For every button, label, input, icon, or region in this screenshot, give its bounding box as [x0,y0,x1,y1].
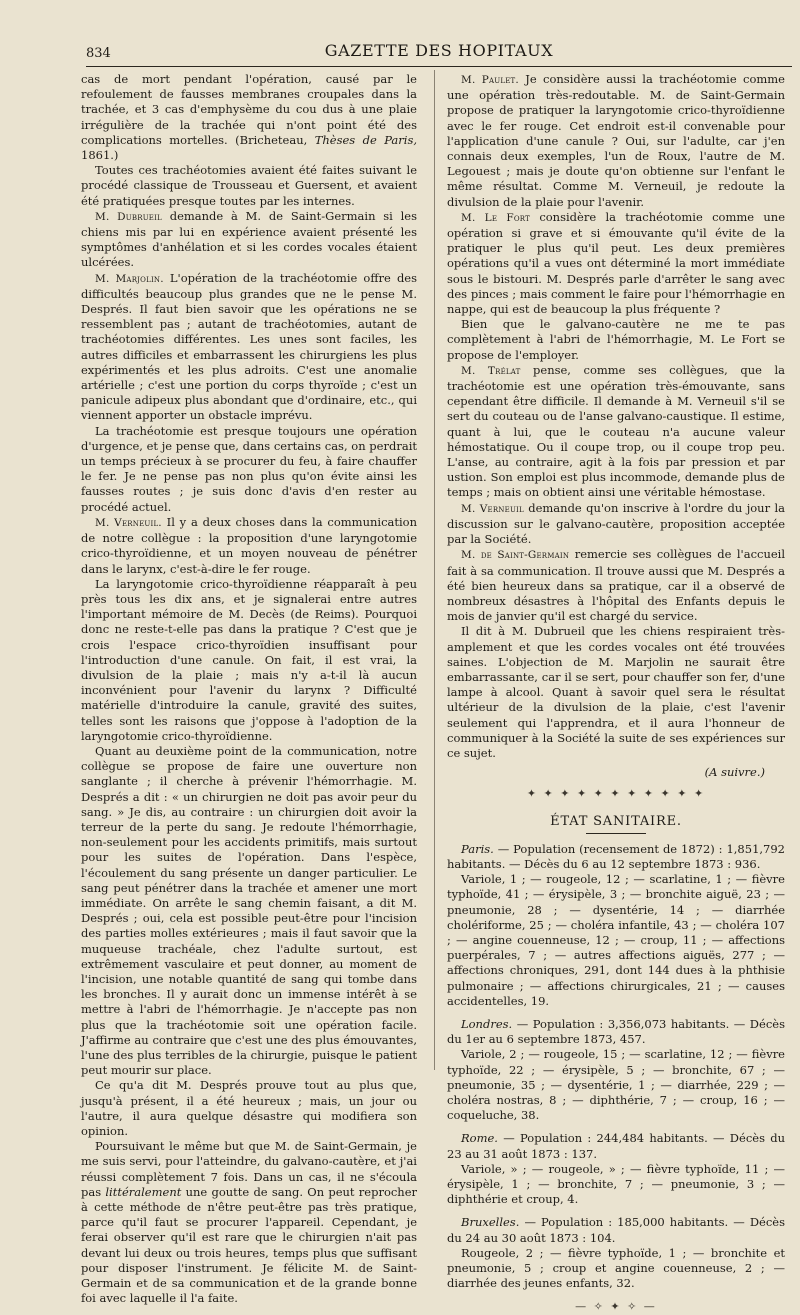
city-report-bruxelles [447,1215,785,1291]
paragraph-text: pense, comme ses collègues, que la trachéotomie est une opération très-émouvante, sans cependant être difficile. Il demande à M. Verneuil s'il se sert du couteau ou de l'anse galvano-caustique. Il estime, quant à lui, que le couteau n'a aucune valeur hémostatique. Ou il coupe trop, ou il coupe trop peu. L'anse, au contraire, agit à la fois par pression et par ustion. Son emploi est plus incommode, demande plus de temps ; mais on obtient ainsi une véritable hémostase. [447,362,785,500]
city-summary [447,842,785,872]
city-stats: — Population : 244,484 habitants. — Décès du 23 au 31 août 1873 : 137. [447,1131,786,1161]
city-report-rome [447,1131,785,1207]
paragraph [447,363,785,501]
paragraph [447,72,785,210]
speaker-name: M. de Saint-Germain [461,549,570,562]
paragraph [447,210,785,317]
speaker-name: M. Verneuil. [95,516,162,529]
city-detail: Variole, » ; — rougeole, » ; — fièvre typhoïde, 11 ; — érysipèle, 1 ; — bronchite, 7 ; — pneumonie, 3 ; — diphthérie et croup, 4. [447,1161,785,1207]
paragraph-text: Je considère aussi la trachéotomie comme une opération très-redoutable. M. de Saint-Germain propose de pratiquer la laryngotomie crico-thyroïdienne avec le fer rouge. Cet endroit est-il convenable pour l'application d'une canule ? Oui, sur l'adulte, car j'en connais deux exemples, l'un de Roux, l'autre de M. Legouest ; mais je doute qu'on obtienne sur l'enfant le même résultat. Comme M. Verneuil, je redoute la divulsion de la plaie pour l'avenir. [447,72,785,209]
page-header [86,40,792,66]
city-name: Rome. [461,1131,498,1146]
city-summary [447,1131,785,1161]
paragraph: Quant au deuxième point de la communication, notre collègue se propose de faire une ouverture non sanglante ; il cherche à prévenir l'hémorrhagie. M. Després a dit : « un chirurgien ne doit pas avoir peur du sang. » Je dis, au contraire : un chirurgien doit avoir la terreur de la perte du sang. Je redoute l'hémorrhagie, non-seulement pour les accidents primitifs, mais surtout pour les suites de l'opération. Dans l'espèce, l'écoulement du sang présente un danger particulier. Le sang peut pénétrer dans la trachée et amener une mort immédiate. On arrête le sang chemin faisant, a dit M. Després ; oui, cela est possible peut-être pour l'incision des parties molles extérieures ; mais il faut savoir que la muqueuse trachéale, chez l'adulte surtout, est extrêmement vasculaire et peut donner, au moment de l'incision, une notable quantité de sang qui tombe dans les bronches. Il y aurait donc un immense intérêt à se mettre à l'abri de l'hémorrhagie. Je n'accepte pas non plus que la trachéotomie soit une opération facile. J'affirme au contraire que c'est une des plus émouvantes, l'une des plus terribles de la chirurgie, puisque le patient peut mourir sur place. [81,743,417,1078]
reference-author: (Bricheteau, [235,132,308,147]
city-stats: — Population : 185,000 habitants. — Décès du 24 au 30 août 1873 : 104. [447,1215,785,1245]
to-be-continued: (A suivre.) [704,765,765,780]
city-stats: — Population : 3,356,073 habitants. — Décès du 1er au 6 septembre 1873, 457. [447,1016,785,1047]
paragraph [81,72,417,163]
reference-title: Thèses de Paris, [314,132,417,147]
speaker-name: M. Paulet. [461,74,519,86]
header-rule [86,66,792,67]
speaker-name: M. Dubrueil [95,210,162,223]
end-ornament: — ✧ ✦ ✧ — [575,1300,657,1314]
paragraph: Il dit à M. Dubrueil que les chiens respiraient très-amplement et que les cordes vocales ont été trouvées saines. L'objection de M. Marjolin ne saurait être embarrassante, car il se sert, pour chauffer son fer, d'une lampe à alcool. Quant à savoir quel sera le résultat ultérieur de la divulsion de la plaie, c'est l'avenir seulement qui l'apprendra, et il aura l'honneur de communiquer à la Société la suite de ses expériences sur ce sujet. [447,624,785,760]
speaker-name: M. Trélat [461,364,521,377]
heading-rule [586,833,646,834]
city-name: Paris. [461,841,494,856]
city-report-paris [447,842,785,1009]
city-detail: Variole, 2 ; — rougeole, 15 ; — scarlatine, 12 ; — fièvre typhoïde, 22 ; — érysipèle, 5 ; — bronchite, 67 ; — pneumonie, 35 ; — dysentérie, 1 ; — diarrhée, 229 ; — choléra nostras, 8 ; — diphthérie, 7 ; — croup, 16 ; — coqueluche, 38. [447,1047,785,1123]
paragraph [447,547,785,624]
city-report-londres [447,1017,785,1123]
speaker-name: M. Le Fort [461,211,530,224]
paragraph-text: L'opération de la trachéotomie offre des difficultés beaucoup plus grandes que ne le pense M. Després. Il faut bien savoir que les opérations ne se ressemblent pas ; autant de trachéotomies, autant de trachéotomies différentes. Les unes sont faciles, les autres difficiles et embarrassent les chirurgiens les plus expérimentés et les plus adroits. C'est une anomalie artérielle ; c'est une portion du corps thyroïde ; c'est un panicule adipeux plus abondant que d'ordinaire, etc., qui viennent apporter un obstacle imprévu. [81,270,418,423]
paragraph [81,515,417,577]
paragraph-text: cas de mort pendant l'opération, causé par le refoulement de fausses membranes croupales dans la trachée, et 3 cas d'emphysème du cou dus à une plaie irrégulière de la trachée qui n'ont point été des complications mortelles. [81,72,417,147]
paragraph: Ce qu'a dit M. Després prouve tout au plus que, jusqu'à présent, il a été heureux ; mais, un jour ou l'autre, il aura quelque désastre qui modifiera son opinion. [81,1078,417,1139]
city-name: Bruxelles. [461,1215,520,1230]
paragraph-text: une goutte de sang. On peut reprocher à cette méthode de n'être peut-être pas très pratique, parce qu'il faut se procurer l'appareil. Cependant, je ferai observer qu'il est rare que le chirurgien n'ait pas devant lui deux ou trois heures, temps plus que suffisant pour disposer l'instrument. Je félicite M. de Saint-Germain et de sa communication et de la grande bonne foi avec laquelle il l'a faite. [81,1184,418,1306]
reference-year: 1861.) [81,148,119,163]
paragraph-text: demande à M. de Saint-Germain si les chiens mis par lui en expérience avaient présenté les symptômes d'anhélation et si les cordes vocales étaient ulcérées. [81,208,418,270]
paragraph: La laryngotomie crico-thyroïdienne réapparaît à peu près tous les dix ans, et je signalerai entre autres l'important mémoire de M. Decès (de Reims). Pourquoi donc ne reste-t-elle pas dans la pratique ? C'est que je crois l'espace crico-thyroïdien insuffisant pour l'introduction d'une canule. On fait, il est vrai, la divulsion de la plaie ; mais n'y a-t-il là aucun inconvénient pour l'avenir du larynx ? Difficulté matérielle d'introduire la canule, gravité des suites, telles sont les raisons que j'oppose à l'adoption de la laryngotomie crico-thyroïdienne. [81,576,417,743]
paragraph-text: Poursuivant le même but que M. de Saint-Germain, je me suis servi, pour l'atteindre, du galvano-cautère, et j'ai réussi complètement 7 fois. Dans un cas, il ne s'écoula pas [81,1139,417,1199]
paragraph [81,271,417,424]
speaker-name: M. Marjolin. [95,272,164,285]
column-divider [434,70,435,1070]
paragraph-text: Il y a deux choses dans la communication de notre collègue : la proposition d'une laryngotomie crico-thyroïdienne, et un moyen nouveau de pénétrer dans le larynx, c'est-à-dire le fer rouge. [81,514,417,576]
paragraph-text: considère la trachéotomie comme une opération si grave et si émouvante qu'il évite de la pratiquer le plus qu'il peut. Les deux premières opérations qu'il a vues ont déterminé la mort immédiate sous le bistouri. M. Després parle d'arrêter le sang avec des pinces ; mais comment le faire pour l'hémorrhagie en nappe, qui est de beaucoup la plus fréquente ? [447,209,785,317]
city-detail: Rougeole, 2 ; — fièvre typhoïde, 1 ; — bronchite et pneumonie, 5 ; croup et angine couenneuse, 2 ; — diarrhée des jeunes enfants, 32. [447,1245,785,1291]
section-ornament: ✦ ✦ ✦ ✦ ✦ ✦ ✦ ✦ ✦ ✦ ✦ [526,787,706,801]
paragraph [81,209,417,271]
paragraph: Bien que le galvano-cautère ne me te pas complètement à l'abri de l'hémorrhagie, M. Le Fort se propose de l'employer. [447,317,785,362]
city-detail: Variole, 1 ; — rougeole, 12 ; — scarlatine, 1 ; — fièvre typhoïde, 41 ; — érysipèle, 3 ; — bronchite aiguë, 23 ; — pneumonie, 28 ; — dysentérie, 14 ; — diarrhée cholériforme, 25 ; — choléra infantile, 43 ; — choléra 107 ; — angine couenneuse, 12 ; — croup, 11 ; — affections puerpérales, 7 ; — autres affections aiguës, 277 ; — affections chroniques, 291, dont 144 dues à la phthisie pulmonaire ; — affections chirurgicales, 21 ; — causes accidentelles, 19. [447,872,785,1008]
right-column [447,72,785,1315]
city-stats: — Population (recensement de 1872) : 1,851,792 habitants. — Décès du 6 au 12 septembre 1873 : 936. [447,841,785,871]
paragraph [81,1139,417,1306]
emphasis-text: littéralement [105,1184,182,1199]
paragraph-text: demande qu'on inscrive à l'ordre du jour la discussion sur le galvano-cautère, proposition acceptée par la Société. [447,500,785,547]
running-title: GAZETTE DES HOPITAUX [324,41,554,60]
page-number: 834 [86,46,111,61]
paragraph: La trachéotomie est presque toujours une opération d'urgence, et je pense que, dans certains cas, on perdrait un temps précieux à se procurer du feu, à faire chauffer le fer. Je ne pense pas non plus qu'on évite ainsi les fausses routes ; je suis donc d'avis d'en rester au procédé actuel. [81,423,417,514]
speaker-name: M. Verneuil [461,502,524,515]
paragraph-text: remercie ses collègues de l'accueil fait à sa communication. Il trouve aussi que M. Després a été bien heureux dans sa pratique, car il a observé de nombreux désastres à l'hôpital des Enfants depuis le mois de janvier qu'il est chargé du service. [447,547,786,624]
paragraph [447,501,785,548]
city-name: Londres. [461,1016,513,1031]
paragraph: Toutes ces trachéotomies avaient été faites suivant le procédé classique de Trousseau et Guersent, et avaient été pratiquées presque toutes par les internes. [81,163,417,208]
left-column [81,72,417,1306]
city-summary [447,1017,785,1047]
section-heading: ÉTAT SANITAIRE. [550,813,682,829]
city-summary [447,1215,785,1245]
